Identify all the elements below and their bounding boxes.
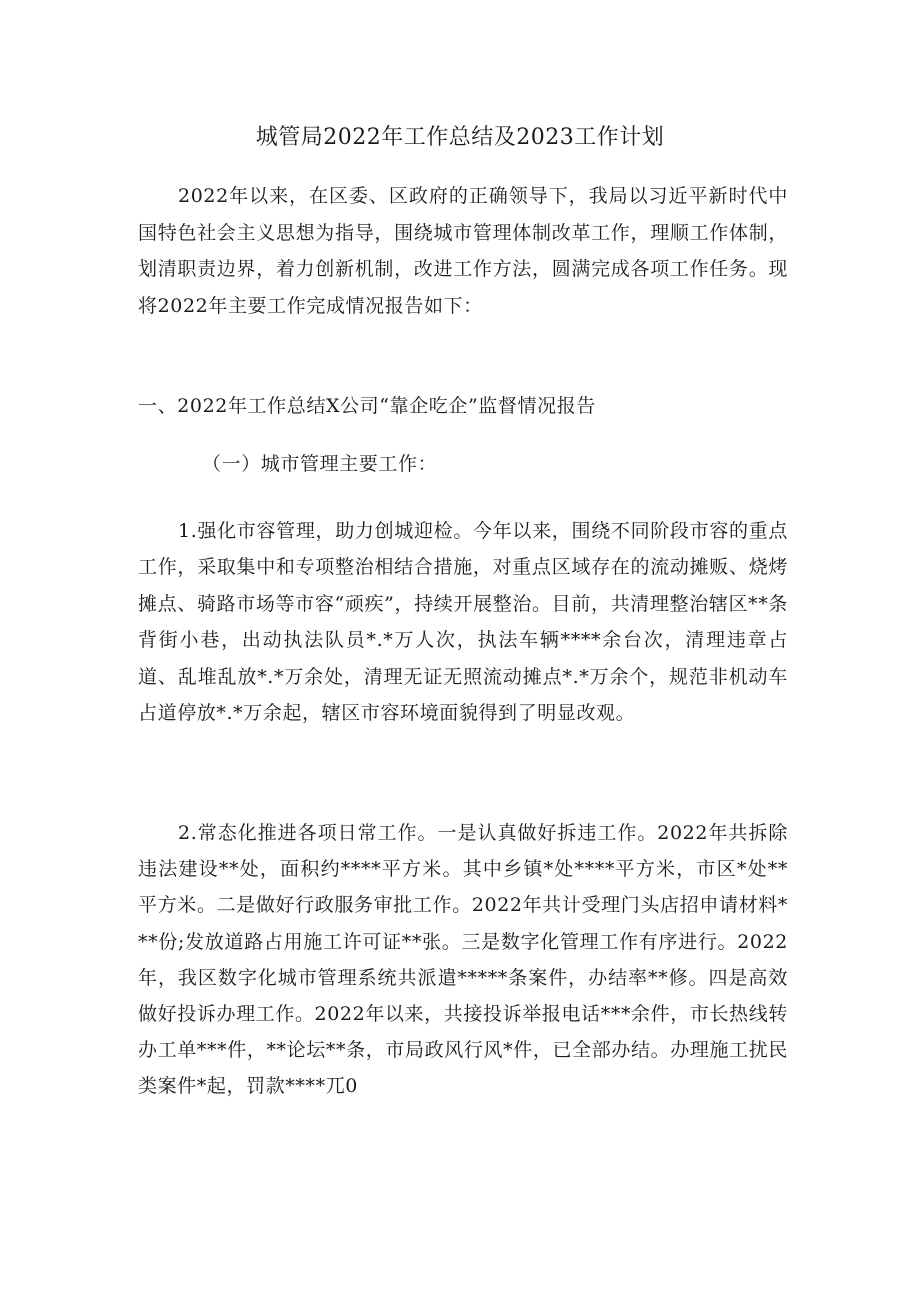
intro-paragraph: 2022年以来，在区委、区政府的正确领导下，我局以习近平新时代中国特色社会主义思想为指导，围绕城市管理体制改革工作，理顺工作体制，划清职责边界，着力创新机制，改进工作方法，圆满完成各项工作任务。现将2022年主要工作完成情况报告如下： xyxy=(138,185,788,317)
subsection-heading-1: （一）城市管理主要工作： xyxy=(202,453,438,475)
work-item-1-paragraph: 1.强化市容管理，助力创城迎检。今年以来，围绕不同阶段市容的重点工作，采取集中和专项整治相结合措施，对重点区域存在的流动摊贩、烧烤摊点、骑路市场等市容“顽疾”，持续开展整治。目前，共清理整治辖区**条背街小巷，出动执法队员*.*万人次，执法车辆****余台次，清理违章占道、乱堆乱放*.*万余处，清理无证无照流动摊点*.*万余个，规范非机动车占道停放*.*万余起，辖区市容环境面貌得到了明显改观。 xyxy=(138,520,788,725)
work-item-2-paragraph: 2.常态化推进各项日常工作。一是认真做好拆违工作。2022年共拆除违法建设**处，面积约****平方米。其中乡镇*处****平方米，市区*处**平方米。二是做好行政服务审批工作。2022年共计受理门头店招申请材料***份;发放道路占用施工许可证**张。三是数字化管理工作有序进行。2022年，我区数字化城市管理系统共派遣*****条案件，办结率**修。四是高效做好投诉办理工作。2022年以来，共接投诉举报电话***余件，市长热线转办工单***件，**论坛**条，市局政风行风*件，已全部办结。办理施工扰民类案件*起，罚款****兀0 xyxy=(138,822,788,1098)
section-heading-1: 一、2022年工作总结X公司“靠企吃企”监督情况报告 xyxy=(138,395,596,417)
document-title: 城管局2022年工作总结及2023工作计划 xyxy=(255,125,665,150)
